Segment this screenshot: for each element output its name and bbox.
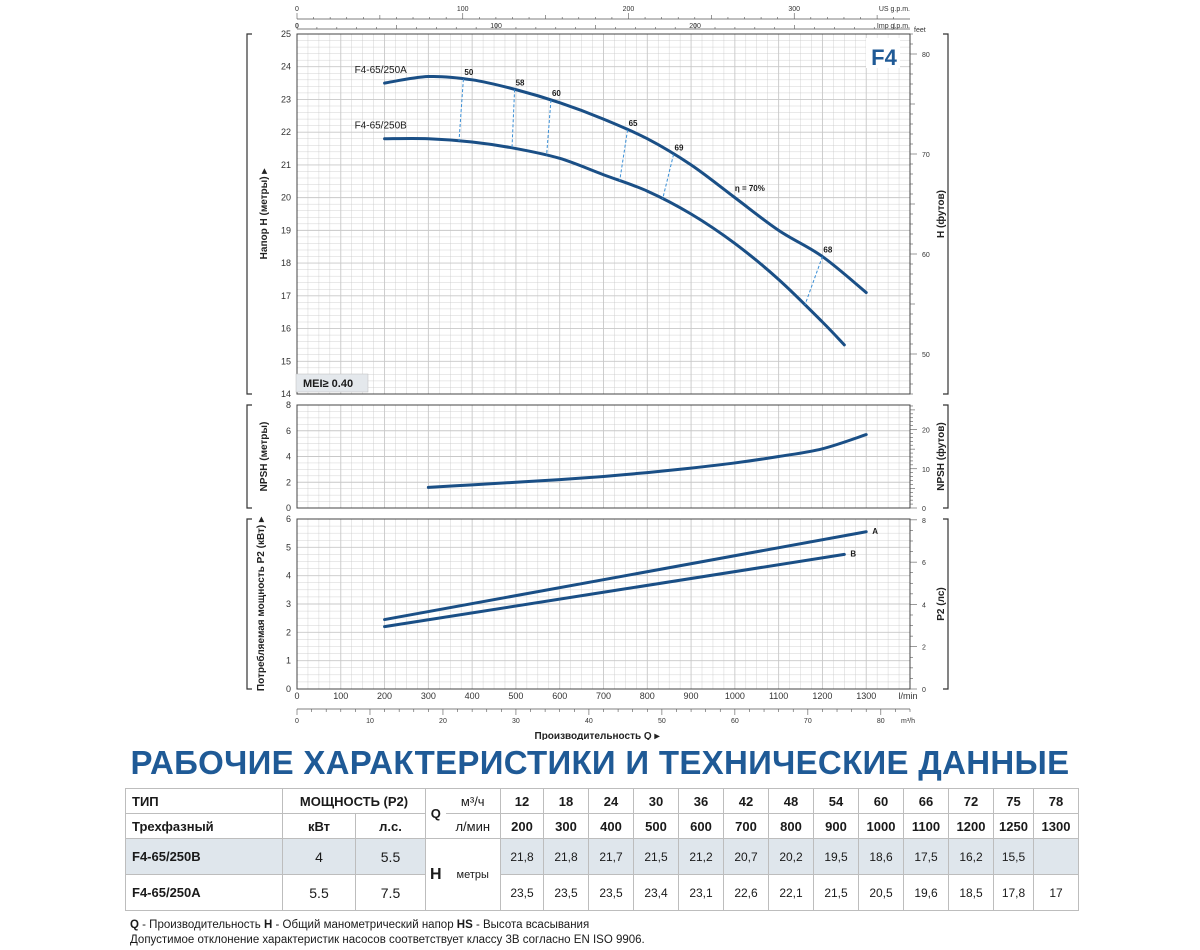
right-unit-label: feet [914,27,926,34]
y-tick-label: 24 [280,61,291,72]
npsh-panel [247,400,948,513]
efficiency-line [805,257,823,305]
head-value-cell: 17,5 [904,839,949,875]
x-tick-label: 200 [377,691,393,701]
q-m3h-cell: 48 [769,789,814,814]
q-m3h-cell: 66 [904,789,949,814]
head-value-cell: 15,5 [994,839,1034,875]
right-tick-label: 6 [922,560,926,568]
y-axis-title-right: NPSH (футов) [936,422,947,491]
curve-label: F4-65/250A [354,65,407,77]
us-gpm-label: 0 [295,6,299,13]
series-badge: F4 [871,45,897,70]
imp-gpm-unit: Imp g.p.m. [876,23,910,30]
q-m3h-cell: 12 [501,789,544,814]
q-lmin-cell: 1250 [994,814,1034,839]
right-tick-label: 50 [922,352,930,359]
head-value-cell: 16,2 [949,839,994,875]
m3h-label: 20 [439,718,447,725]
y-axis-title: Потребляемая мощность P2 (кВт) ▸ [256,516,267,692]
q-m3h-cell: 30 [634,789,679,814]
x-unit-label: l/min [898,691,918,701]
q-lmin-cell: 800 [769,814,814,839]
y-tick-label: 4 [285,570,291,581]
q-m3h-cell: 42 [724,789,769,814]
x-tick-label: 400 [464,691,480,701]
y-tick-label: 5 [285,542,291,553]
right-tick-label: 70 [922,152,930,159]
us-gpm-label: 100 [456,6,469,13]
y-tick-label: 0 [285,503,291,513]
q-lmin-cell: 600 [679,814,724,839]
y-tick-label: 23 [280,94,291,105]
us-gpm-label: 200 [622,6,635,13]
right-tick-label: 0 [922,506,926,513]
model-b-hp: 5.5 [356,839,426,875]
x-tick-label: 500 [508,691,524,701]
efficiency-label: 68 [823,245,833,255]
y-tick-label: 21 [280,159,291,170]
efficiency-label: 50 [464,68,474,78]
y-tick-label: 3 [285,599,291,609]
q-m3h-cell: 72 [949,789,994,814]
head-value-cell: 20,2 [769,839,814,875]
m3h-label: 10 [366,718,374,725]
y-axis-title-right: P2 (лс) [936,587,947,621]
head-value-cell: 17,8 [994,875,1034,911]
y-tick-label: 19 [280,225,291,236]
right-tick-label: 4 [922,602,926,610]
head-panel [247,27,948,399]
panel-bracket [247,34,252,394]
right-tick-label: 60 [922,252,930,259]
head-value-cell: 23,4 [634,875,679,911]
y-tick-label: 1 [285,655,291,666]
head-value-cell: 17 [1034,875,1079,911]
m3h-label: 40 [585,718,593,725]
y-tick-label: 16 [280,323,291,334]
m3h-unit: m³/h [901,718,915,725]
q-lmin-cell: 1000 [859,814,904,839]
model-b: F4-65/250B [126,839,283,875]
type-header: ТИП [126,789,283,814]
q-m3h-cell: 75 [994,789,1034,814]
y-tick-label: 20 [280,192,291,203]
mei-label: MEI≥ 0.40 [303,378,354,390]
y-axis-title-right: H (футов) [936,190,947,238]
eta-label: η = 70% [734,184,765,194]
m3h-label: 0 [295,718,299,725]
x-tick-label: 300 [420,691,436,701]
q-m3h-cell: 54 [814,789,859,814]
imp-gpm-label: 0 [295,23,299,30]
head-value-cell: 21,2 [679,839,724,875]
head-value-cell: 23,5 [589,875,634,911]
y-axis-title: Напор H (метры) ▸ [259,168,270,260]
m3h-label: 70 [803,718,812,725]
head-value-cell: 20,7 [724,839,769,875]
q-label: Q [426,789,446,839]
imp-gpm-label: 100 [490,23,502,30]
head-value-cell: 21,5 [634,839,679,875]
q-lmin-cell: 300 [544,814,589,839]
y-axis-title: NPSH (метры) [259,421,270,492]
power-header: МОЩНОСТЬ (P2) [283,789,426,814]
power-curve-label: A [872,526,878,536]
x-tick-label: 1300 [856,691,877,701]
model-a: F4-65/250A [126,875,283,911]
spec-table [125,788,1079,911]
head-value-cell: 23,5 [544,875,589,911]
head-value-cell: 22,6 [724,875,769,911]
power-panel [247,514,948,701]
q-lmin-cell: 900 [814,814,859,839]
m3h-unit: м³/ч [446,789,501,814]
head-value-cell: 21,5 [814,875,859,911]
efficiency-line [512,89,515,148]
efficiency-line [663,154,674,199]
q-m3h-cell: 18 [544,789,589,814]
x-tick-label: 1000 [724,691,745,701]
q-lmin-cell: 1300 [1034,814,1079,839]
head-value-cell [1034,839,1079,875]
q-lmin-cell: 400 [589,814,634,839]
y-tick-label: 6 [285,514,291,524]
legend-line: Q - Производительность H - Общий манометрический напор HS - Высота всасывания [130,919,590,931]
top-flow-scales [295,6,910,30]
page-heading: РАБОЧИЕ ХАРАКТЕРИСТИКИ И ТЕХНИЧЕСКИЕ ДАННЫЕ [130,744,1070,781]
right-tick-label: 80 [922,52,930,59]
q-lmin-cell: 1100 [904,814,949,839]
x-tick-label: 1200 [812,691,833,701]
efficiency-label: 65 [628,118,638,128]
us-gpm-label: 300 [788,6,801,13]
right-tick-label: 2 [922,644,926,652]
x-tick-label: 600 [552,691,568,701]
efficiency-label: 69 [674,143,684,153]
head-value-cell: 22,1 [769,875,814,911]
tolerance-note: Допустимое отклонение характеристик насосов соответствует классу 3В согласно EN ISO 9906. [130,934,645,946]
q-m3h-cell: 36 [679,789,724,814]
efficiency-label: 60 [551,89,561,99]
bottom-flow-scale [295,709,915,725]
head-value-cell: 23,5 [501,875,544,911]
right-tick-label: 0 [922,687,926,694]
x-tick-label: 100 [333,691,349,701]
x-tick-label: 900 [683,691,699,701]
y-tick-label: 22 [280,127,291,138]
efficiency-line [620,130,628,181]
y-tick-label: 17 [280,290,291,301]
model-b-kw: 4 [283,839,356,875]
power-curve-label: B [850,549,857,559]
q-m3h-cell: 78 [1034,789,1079,814]
x-tick-label: 700 [595,691,612,701]
q-lmin-cell: 700 [724,814,769,839]
right-tick-label: 20 [922,427,930,435]
h-unit: метры [446,839,501,911]
q-lmin-cell: 1200 [949,814,994,839]
m3h-label: 50 [657,718,666,725]
head-value-cell: 21,7 [589,839,634,875]
q-lmin-cell: 200 [501,814,544,839]
panel-bracket [247,405,252,508]
x-tick-label: 0 [294,691,300,701]
q-lmin-cell: 500 [634,814,679,839]
head-value-cell: 20,5 [859,875,904,911]
x-tick-label: 800 [639,691,655,701]
m3h-label: 80 [876,718,885,725]
y-tick-label: 25 [280,29,291,39]
hp-header: л.с. [356,814,426,839]
y-tick-label: 4 [285,451,291,462]
y-tick-label: 2 [285,477,291,488]
head-value-cell: 19,5 [814,839,859,875]
y-tick-label: 6 [285,425,291,436]
q-m3h-cell: 60 [859,789,904,814]
three-phase-label: Трехфазный [126,814,283,839]
head-value-cell: 19,6 [904,875,949,911]
m3h-label: 60 [730,718,739,725]
x-tick-label: 1100 [768,691,789,701]
head-value-cell: 18,6 [859,839,904,875]
y-tick-label: 14 [280,389,291,399]
curve-label: F4-65/250B [354,120,407,132]
y-tick-label: 0 [285,684,291,694]
lmin-unit: л/мин [446,814,501,839]
right-tick-label: 8 [922,517,926,525]
y-tick-label: 8 [285,400,291,410]
h-label: H [426,839,446,911]
efficiency-label: 58 [515,78,525,88]
us-gpm-unit: US g.p.m. [878,6,910,13]
head-value-cell: 21,8 [501,839,544,875]
head-value-cell: 23,1 [679,875,724,911]
model-a-hp: 7.5 [356,875,426,911]
q-m3h-cell: 24 [589,789,634,814]
m3h-label: 30 [512,718,520,725]
head-value-cell: 18,5 [949,875,994,911]
right-tick-label: 10 [922,466,930,474]
y-tick-label: 15 [280,356,291,367]
panel-bracket [247,519,252,689]
y-tick-label: 2 [285,627,291,638]
footnotes [130,918,645,948]
y-tick-label: 18 [280,258,291,269]
flow-axis-title: Производительность Q ▸ [534,731,660,740]
model-a-kw: 5.5 [283,875,356,911]
kw-header: кВт [283,814,356,839]
imp-gpm-label: 200 [689,23,701,30]
head-value-cell: 21,8 [544,839,589,875]
